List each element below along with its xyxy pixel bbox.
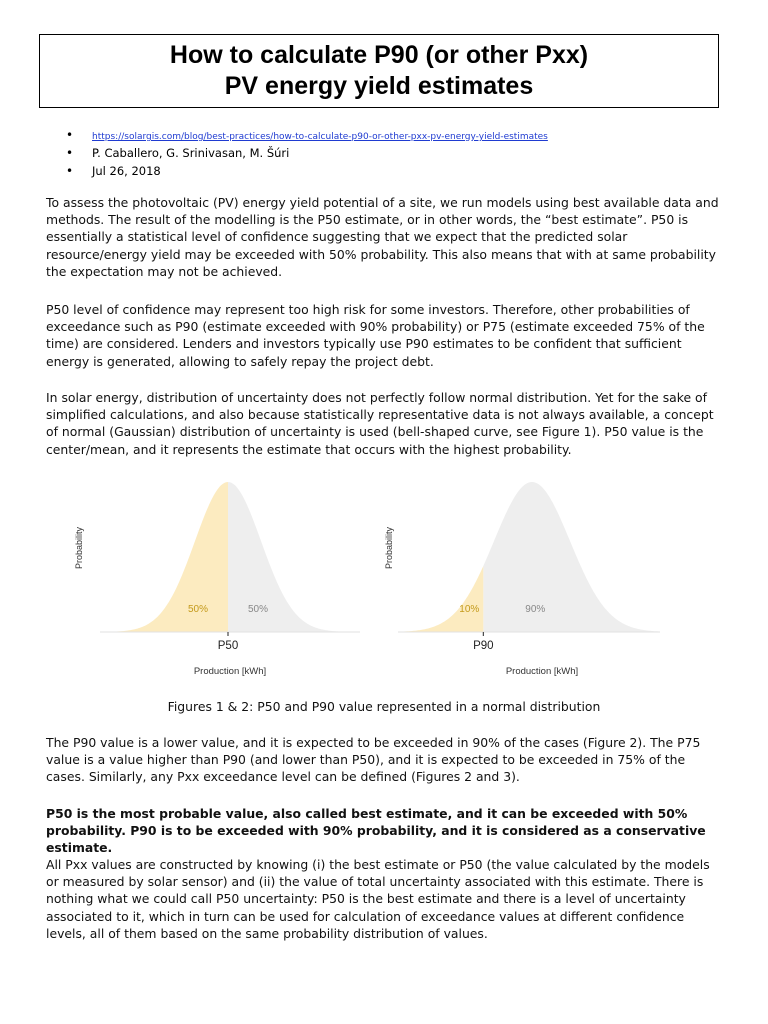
left-area-p50	[100, 482, 228, 632]
paragraph-2: P50 level of confidence may represent too high risk for some investors. Therefore, other probabilities of exceedance such as P90 (estimate exceeded with 90% probability) or P75 (estimate exceeded 75% of the time) are considered. Lenders and investors typically use P90 estimates to be confident that sufficient energy is generated, allowing to safely repay the project debt.	[46, 302, 705, 369]
y-axis-label: Probability	[74, 526, 84, 570]
x-axis-label: Production [kWh]	[505, 666, 579, 677]
meta-date: • Jul 26, 2018	[66, 162, 548, 180]
title-box	[39, 34, 719, 108]
left-area-p90	[398, 566, 483, 632]
meta-link-item	[66, 126, 548, 144]
meta-authors: • P. Caballero, G. Srinivasan, M. Šúri	[66, 144, 548, 162]
right-share-label: 90%	[525, 604, 546, 615]
paragraph-6: All Pxx values are constructed by knowing (i) the best estimate or P50 (the value calculated by the models or measured by solar sensor) and (ii) the value of total uncertainty associated with this estimate. There is nothing what we could call P50 uncertainty: P50 is the best estimate and there is a level of uncertainty associated to it, which in turn can be used for calculation of exceedance values at different confidence levels, all of them based on the same probability distribution of values.	[46, 857, 710, 941]
figure-caption: Figures 1 & 2: P50 and P90 value represented in a normal distribution	[167, 699, 601, 714]
chart-p50	[74, 482, 360, 677]
marker-label: P50	[217, 640, 239, 652]
x-axis-label: Production [kWh]	[193, 666, 267, 677]
distribution-charts	[72, 478, 712, 683]
left-share-label: 10%	[459, 604, 480, 615]
paragraph-4: The P90 value is a lower value, and it is expected to be exceeded in 90% of the cases (Figure 2). The P75 value is a value higher than P90 (and lower than P50), and it is expected to be exceeded in 75% of the cases. Similarly, any Pxx exceedance level can be defined (Figures 2 and 3).	[46, 735, 701, 785]
marker-label: P90	[473, 640, 494, 652]
source-link[interactable]: https://solargis.com/blog/best-practices/how-to-calculate-p90-or-other-pxx-pv-energy-yield-estimates	[92, 132, 548, 142]
meta-list	[66, 126, 548, 180]
y-axis-label: Probability	[384, 526, 394, 570]
paragraph-5: P50 is the most probable value, also called best estimate, and it can be exceeded with 50% probability. P90 is to be exceeded with 90% probability, and it is considered as a conservative estimate.	[46, 806, 706, 856]
right-area-p90	[483, 482, 660, 632]
chart-p90	[384, 482, 660, 677]
page-title-line-2: PV energy yield estimates	[224, 72, 534, 100]
left-share-label: 50%	[187, 604, 209, 615]
figure-distributions	[72, 478, 712, 687]
paragraph-3: In solar energy, distribution of uncertainty does not perfectly follow normal distribution. Yet for the sake of simplified calculations, and also because statistically representative data is not always available, a concept of normal (Gaussian) distribution of uncertainty is used (bell-shaped curve, see Figure 1). P50 value is the center/mean, and it represents the estimate that occurs with the highest probability.	[46, 390, 714, 457]
right-share-label: 50%	[247, 604, 269, 615]
paragraph-1: To assess the photovoltaic (PV) energy yield potential of a site, we run models using best available data and methods. The result of the modelling is the P50 estimate, or in other words, the “best estimate”. P50 is essentially a statistical level of confidence suggesting that we expect that the predicted solar resource/energy yield may be exceeded with 50% probability. This also means that with at same probability the expectation may not be achieved.	[46, 195, 719, 279]
page-title-line-1: How to calculate P90 (or other Pxx)	[169, 41, 589, 69]
